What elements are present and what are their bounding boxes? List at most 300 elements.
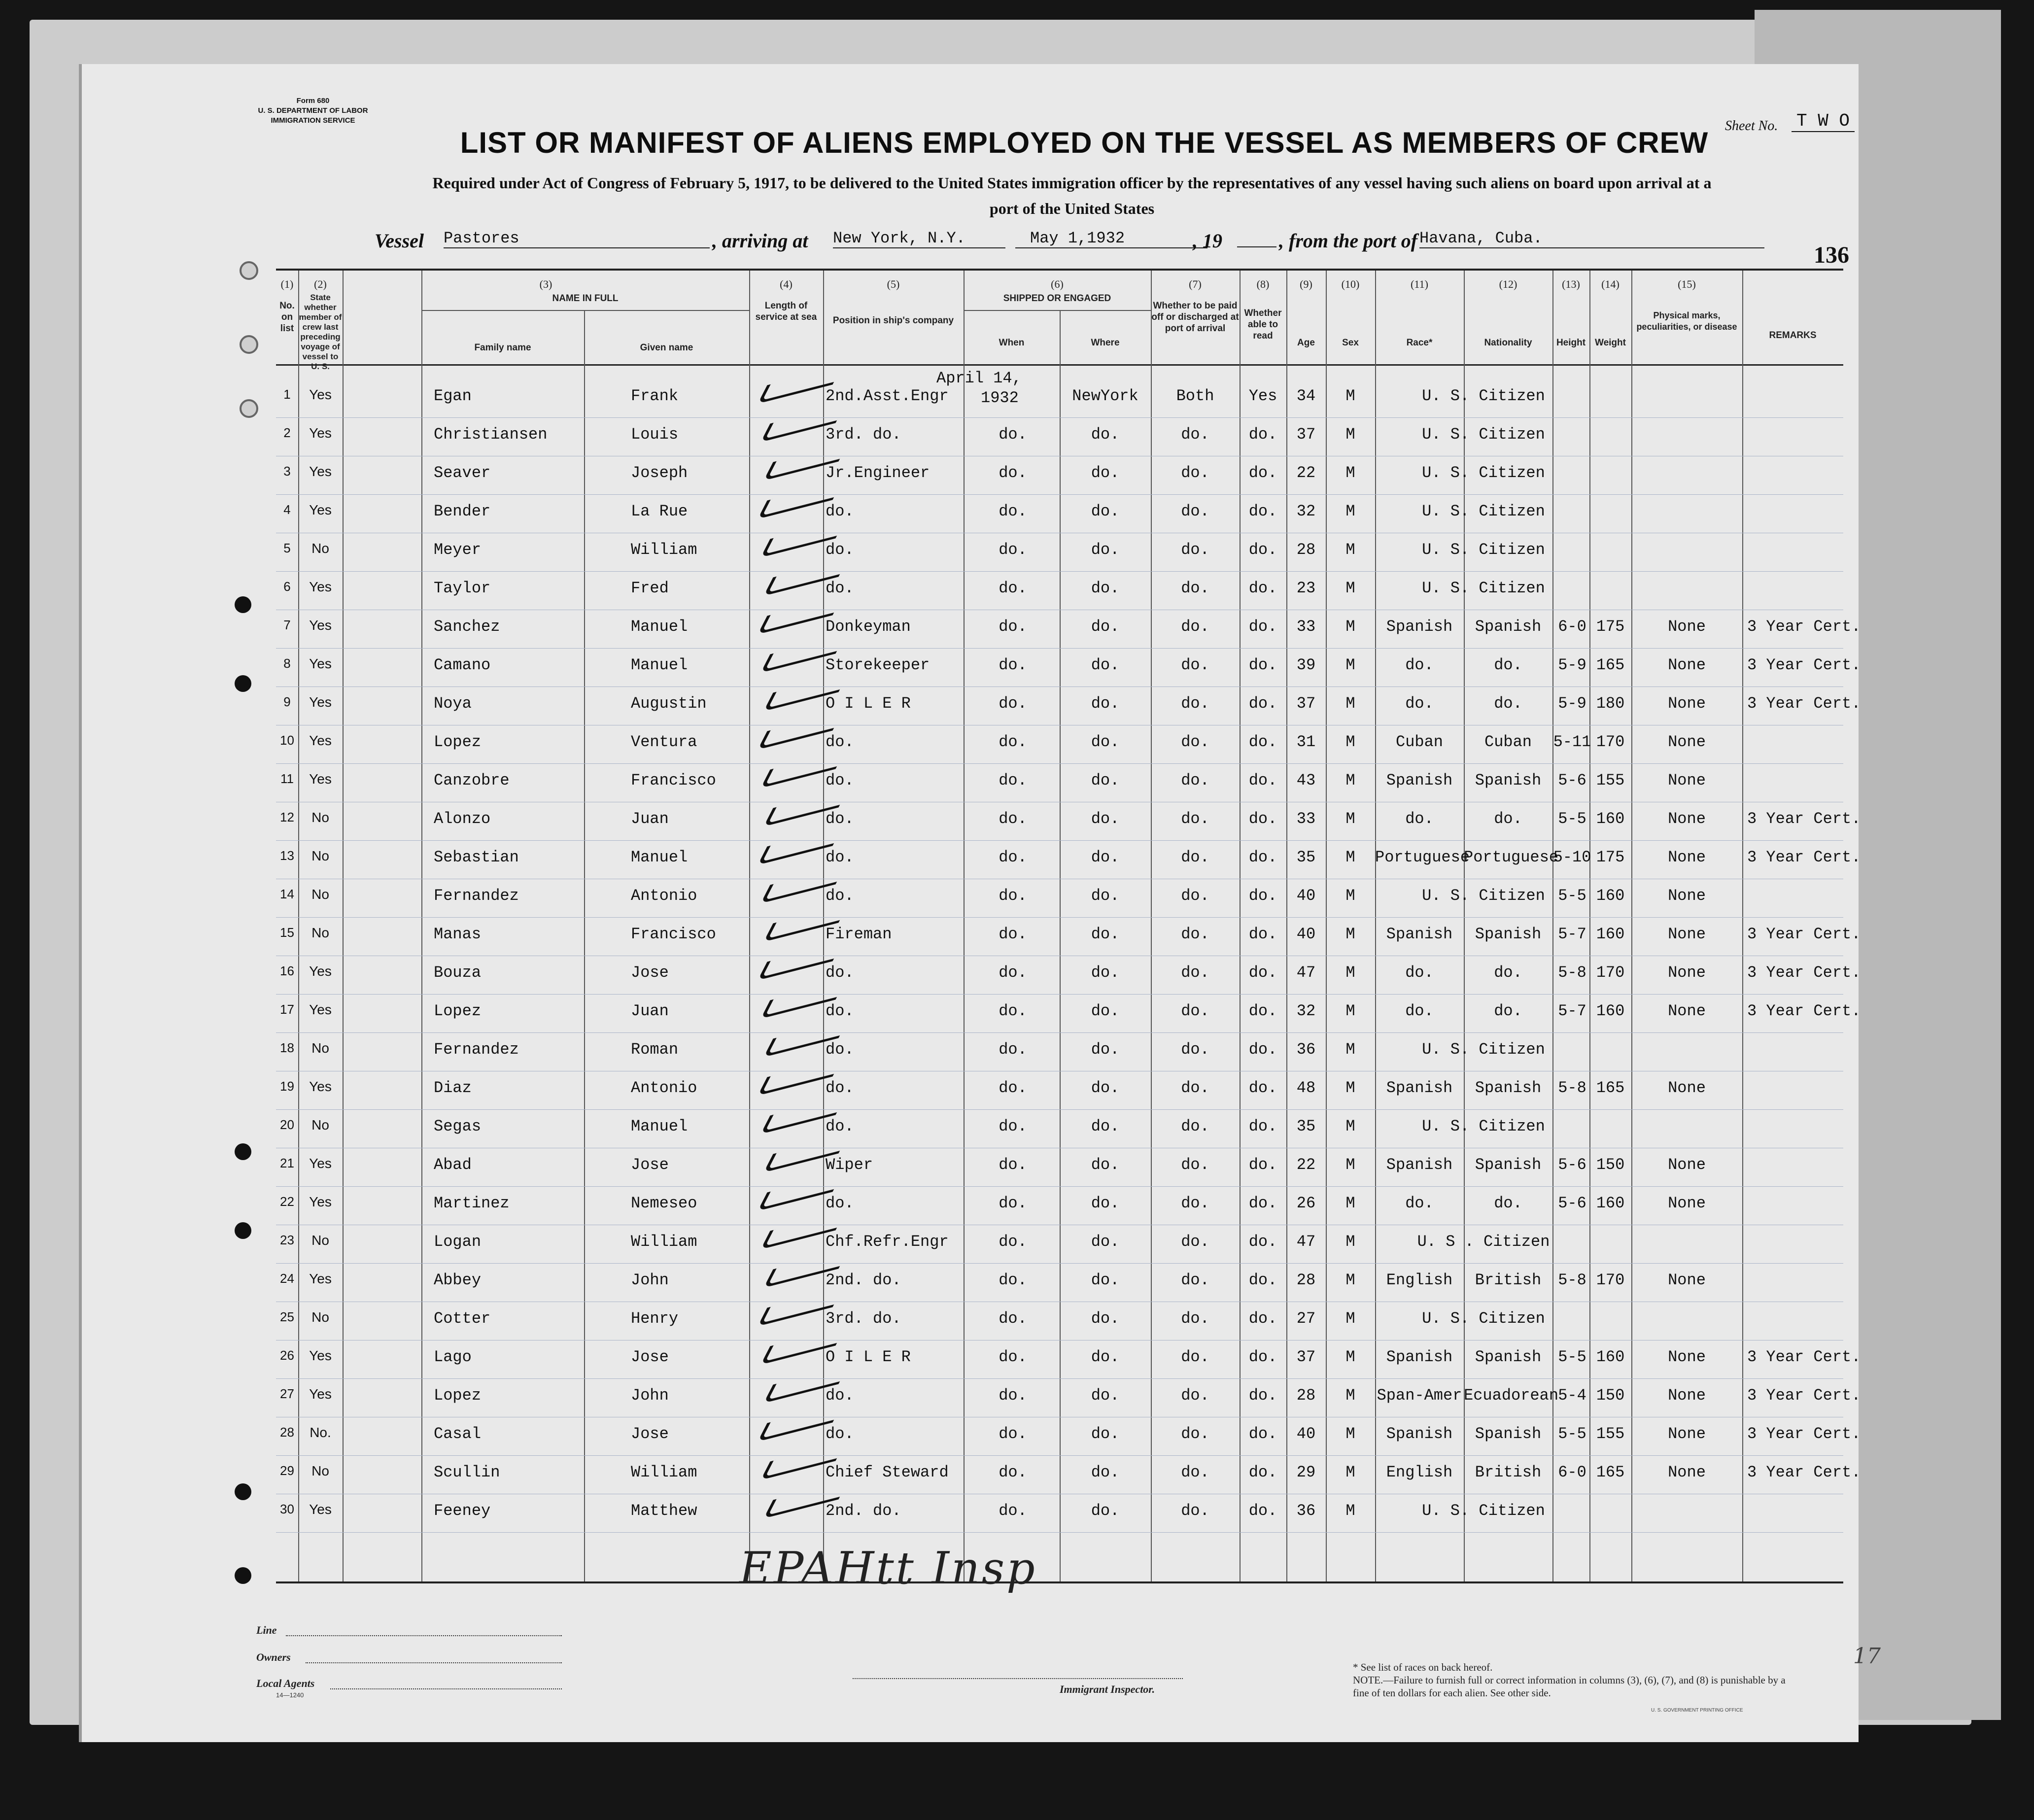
- cell-given: La Rue: [631, 502, 688, 520]
- cell-marks: None: [1668, 848, 1706, 866]
- vessel-label: Vessel: [375, 230, 424, 252]
- col-head-position: Position in ship's company: [832, 315, 954, 326]
- cell-where: do.: [1091, 618, 1120, 636]
- cell-sex: M: [1345, 1194, 1355, 1212]
- cell-prev: Yes: [309, 618, 332, 633]
- cell-read: do.: [1248, 464, 1277, 482]
- cell-read: do.: [1248, 887, 1277, 905]
- cell-remarks: 3 Year Cert.: [1747, 618, 1861, 636]
- binder-hole: [240, 399, 258, 418]
- cell-weight: 150: [1596, 1386, 1625, 1405]
- cell-age: 29: [1296, 1463, 1316, 1481]
- cell-race: Spanish: [1386, 1425, 1453, 1443]
- cell-prev: No: [311, 1117, 329, 1133]
- cell-sex: M: [1345, 618, 1355, 636]
- cell-where: do.: [1091, 579, 1120, 597]
- cell-nat: do.: [1494, 963, 1522, 982]
- cell-weight: 160: [1596, 810, 1625, 828]
- cell-when: do.: [999, 425, 1027, 444]
- cell-read: do.: [1248, 810, 1277, 828]
- cell-age: 48: [1296, 1079, 1316, 1097]
- col-head-race: Race*: [1406, 338, 1433, 348]
- agents-code: 14—1240: [276, 1691, 304, 1699]
- cell-age: 36: [1296, 1040, 1316, 1059]
- cell-family: Egan: [434, 387, 472, 405]
- cell-paid: do.: [1181, 1079, 1209, 1097]
- cell-prev: Yes: [309, 464, 332, 479]
- cell-race: Spanish: [1386, 925, 1453, 943]
- cell-position: do.: [826, 502, 854, 520]
- cell-position: do.: [826, 1079, 854, 1097]
- cell-family: Lopez: [434, 1002, 482, 1020]
- cell-paid: do.: [1181, 1194, 1209, 1212]
- cell-when: do.: [999, 1463, 1027, 1481]
- col-head-name: NAME IN FULL: [552, 293, 619, 304]
- page-number: 136: [1814, 242, 1849, 268]
- col-number: (10): [1341, 278, 1360, 290]
- cell-weight: 150: [1596, 1156, 1625, 1174]
- name-subdivider: [421, 310, 749, 311]
- cell-nat: Spanish: [1475, 925, 1542, 943]
- footnote: [1353, 1661, 1787, 1699]
- cell-sex: M: [1345, 1463, 1355, 1481]
- cell-nat: Spanish: [1475, 1425, 1542, 1443]
- table-row: [276, 1032, 1843, 1071]
- cell-no: 21: [280, 1156, 294, 1170]
- cell-sex: M: [1345, 387, 1355, 405]
- cell-family: Feeney: [434, 1502, 491, 1520]
- cell-nat: U. S. Citizen: [1422, 1309, 1545, 1328]
- cell-read: do.: [1248, 1386, 1277, 1405]
- cell-given: Joseph: [631, 464, 688, 482]
- col-number: (1): [280, 278, 294, 290]
- cell-when: do.: [999, 618, 1027, 636]
- cell-prev: Yes: [309, 694, 332, 710]
- cell-weight: 160: [1596, 1194, 1625, 1212]
- cell-age: 33: [1296, 810, 1316, 828]
- cell-remarks: 3 Year Cert.: [1747, 963, 1861, 982]
- cell-sex: M: [1345, 925, 1355, 943]
- cell-when: do.: [999, 887, 1027, 905]
- cell-height: 5-8: [1558, 1079, 1586, 1097]
- cell-paid: do.: [1181, 1463, 1209, 1481]
- cell-read: do.: [1248, 1079, 1277, 1097]
- cell-given: Ventura: [631, 733, 697, 751]
- cell-where: do.: [1091, 1233, 1120, 1251]
- cell-when: do.: [999, 1233, 1027, 1251]
- cell-prev: No: [311, 1463, 329, 1478]
- cell-when: do.: [999, 579, 1027, 597]
- cell-paid: do.: [1181, 1271, 1209, 1289]
- cell-position: do.: [826, 848, 854, 866]
- cell-age: 34: [1296, 387, 1316, 405]
- cell-family: Christiansen: [434, 425, 548, 444]
- cell-read: do.: [1248, 1194, 1277, 1212]
- cell-when: do.: [999, 848, 1027, 866]
- cell-when: do.: [999, 464, 1027, 482]
- cell-paid: do.: [1181, 579, 1209, 597]
- cell-paid: do.: [1181, 464, 1209, 482]
- cell-marks: None: [1668, 1079, 1706, 1097]
- cell-age: 28: [1296, 1271, 1316, 1289]
- cell-height: 5-6: [1558, 1194, 1586, 1212]
- table-row: [276, 610, 1861, 649]
- col-head-prev-voyage: State whether member of crew last preceding voyage of vessel to U. S.: [299, 293, 342, 371]
- arrival-date: May 1,1932: [1015, 229, 1207, 248]
- cell-where: do.: [1091, 1117, 1120, 1135]
- cell-sex: M: [1345, 733, 1355, 751]
- cell-age: 32: [1296, 502, 1316, 520]
- cell-family: Casal: [434, 1425, 482, 1443]
- table-row: [276, 725, 1843, 764]
- cell-weight: 175: [1596, 848, 1625, 866]
- cell-no: 24: [280, 1271, 294, 1286]
- cell-age: 27: [1296, 1309, 1316, 1328]
- cell-position: 3rd. do.: [826, 425, 901, 444]
- cell-position: do.: [826, 1425, 854, 1443]
- cell-age: 33: [1296, 618, 1316, 636]
- binder-hole: [240, 335, 258, 354]
- cell-prev: Yes: [309, 1348, 332, 1363]
- cell-remarks: 3 Year Cert.: [1747, 1425, 1861, 1443]
- cell-where: do.: [1091, 1386, 1120, 1405]
- cell-position: 3rd. do.: [826, 1309, 901, 1328]
- cell-weight: 165: [1596, 1079, 1625, 1097]
- cell-prev: No: [311, 1309, 329, 1325]
- cell-age: 32: [1296, 1002, 1316, 1020]
- cell-sex: M: [1345, 1271, 1355, 1289]
- table-row: [276, 456, 1843, 495]
- year-blank: [1237, 246, 1276, 247]
- cell-where: do.: [1091, 1002, 1120, 1020]
- table-row: [276, 379, 1843, 418]
- cell-age: 47: [1296, 963, 1316, 982]
- cell-sex: M: [1345, 771, 1355, 790]
- cell-no: 9: [283, 694, 291, 709]
- cell-family: Abad: [434, 1156, 472, 1174]
- cell-nat: British: [1475, 1463, 1542, 1481]
- cell-given: Henry: [631, 1309, 679, 1328]
- cell-paid: do.: [1181, 502, 1209, 520]
- cell-position: Chief Steward: [826, 1463, 949, 1481]
- col-head-given: Given name: [640, 343, 693, 353]
- cell-prev: Yes: [309, 733, 332, 748]
- binder-hole: [235, 1143, 251, 1160]
- cell-marks: None: [1668, 1348, 1706, 1366]
- table-row: [276, 417, 1843, 456]
- cell-where: do.: [1091, 887, 1120, 905]
- cell-given: Frank: [631, 387, 679, 405]
- footnote-races: * See list of races on back hereof.: [1353, 1661, 1493, 1673]
- cell-sex: M: [1345, 810, 1355, 828]
- cell-given: Francisco: [631, 925, 716, 943]
- cell-position: do.: [826, 1002, 854, 1020]
- cell-where: do.: [1091, 1194, 1120, 1212]
- cell-when: do.: [999, 1156, 1027, 1174]
- cell-prev: Yes: [309, 656, 332, 671]
- cell-paid: do.: [1181, 1233, 1209, 1251]
- cell-position: do.: [826, 963, 854, 982]
- cell-where: do.: [1091, 1156, 1120, 1174]
- cell-position: Storekeeper: [826, 656, 930, 674]
- cell-age: 31: [1296, 733, 1316, 751]
- cell-nat: Cuban: [1484, 733, 1532, 751]
- cell-no: 28: [280, 1425, 294, 1440]
- table-row: [276, 1263, 1843, 1302]
- cell-paid: do.: [1181, 694, 1209, 713]
- cell-given: Nemeseo: [631, 1194, 697, 1212]
- cell-weight: 160: [1596, 887, 1625, 905]
- cell-remarks: 3 Year Cert.: [1747, 1002, 1861, 1020]
- cell-prev: Yes: [309, 1386, 332, 1402]
- cell-position: do.: [826, 1194, 854, 1212]
- cell-age: 35: [1296, 848, 1316, 866]
- cell-when: do.: [999, 963, 1027, 982]
- cell-no: 19: [280, 1079, 294, 1094]
- cell-nat: U. S. Citizen: [1422, 464, 1545, 482]
- cell-remarks: 3 Year Cert.: [1747, 848, 1861, 866]
- cell-prev: Yes: [309, 1079, 332, 1094]
- cell-family: Martinez: [434, 1194, 510, 1212]
- cell-family: Abbey: [434, 1271, 482, 1289]
- cell-remarks: 3 Year Cert.: [1747, 694, 1861, 713]
- cell-where: do.: [1091, 771, 1120, 790]
- arriving-label: , arriving at: [712, 230, 808, 252]
- cell-nat: U. S. Citizen: [1422, 387, 1545, 405]
- crew-rows: [276, 364, 1861, 1577]
- cell-where: do.: [1091, 425, 1120, 444]
- cell-family: Noya: [434, 694, 472, 713]
- cell-marks: None: [1668, 656, 1706, 674]
- cell-no: 29: [280, 1463, 294, 1478]
- table-row: [276, 533, 1843, 572]
- cell-nat: Spanish: [1475, 1348, 1542, 1366]
- cell-marks: None: [1668, 963, 1706, 982]
- cell-paid: do.: [1181, 1309, 1209, 1328]
- cell-marks: None: [1668, 1463, 1706, 1481]
- cell-position: 2nd.Asst.Engr: [826, 387, 949, 405]
- cell-race: Spanish: [1386, 1156, 1453, 1174]
- cell-no: 26: [280, 1348, 294, 1363]
- shipped-subdivider: [964, 310, 1151, 311]
- cell-age: 37: [1296, 694, 1316, 713]
- binder-hole: [235, 1567, 251, 1584]
- cell-paid: do.: [1181, 1348, 1209, 1366]
- cell-height: 6-0: [1558, 618, 1586, 636]
- cell-weight: 170: [1596, 963, 1625, 982]
- cell-position: do.: [826, 541, 854, 559]
- line-label: Line: [256, 1624, 277, 1636]
- cell-family: Fernandez: [434, 1040, 519, 1059]
- cell-read: do.: [1248, 694, 1277, 713]
- cell-marks: None: [1668, 887, 1706, 905]
- row1-when-bottom: 1932: [981, 389, 1019, 407]
- cell-where: do.: [1091, 1425, 1120, 1443]
- cell-marks: None: [1668, 694, 1706, 713]
- col-head-age: Age: [1297, 338, 1315, 348]
- cell-marks: None: [1668, 1425, 1706, 1443]
- departure-port: Havana, Cuba.: [1419, 229, 1764, 248]
- cell-family: Bender: [434, 502, 491, 520]
- cell-family: Canzobre: [434, 771, 510, 790]
- cell-given: John: [631, 1271, 669, 1289]
- cell-read: do.: [1248, 656, 1277, 674]
- cell-when: do.: [999, 1194, 1027, 1212]
- cell-when: do.: [999, 1348, 1027, 1366]
- cell-height: 5-7: [1558, 1002, 1586, 1020]
- table-row: [276, 1225, 1843, 1264]
- cell-height: 5-6: [1558, 771, 1586, 790]
- col-number: (7): [1189, 278, 1202, 290]
- cell-nat: do.: [1494, 1194, 1522, 1212]
- cell-when: do.: [999, 925, 1027, 943]
- cell-no: 11: [280, 771, 294, 786]
- cell-height: 5-9: [1558, 694, 1586, 713]
- cell-height: 5-8: [1558, 963, 1586, 982]
- cell-family: Manas: [434, 925, 482, 943]
- cell-no: 16: [280, 963, 294, 978]
- cell-sex: M: [1345, 1040, 1355, 1059]
- cell-given: William: [631, 1233, 697, 1251]
- cell-sex: M: [1345, 656, 1355, 674]
- table-row: [276, 1186, 1843, 1225]
- form-department: U. S. DEPARTMENT OF LABOR: [258, 106, 368, 115]
- cell-sex: M: [1345, 502, 1355, 520]
- cell-remarks: 3 Year Cert.: [1747, 656, 1861, 674]
- cell-nat: do.: [1494, 1002, 1522, 1020]
- cell-family: Lopez: [434, 733, 482, 751]
- cell-prev: No: [311, 1233, 329, 1248]
- cell-age: 37: [1296, 425, 1316, 444]
- col-number: (8): [1256, 278, 1270, 290]
- cell-height: 5-7: [1558, 925, 1586, 943]
- cell-remarks: 3 Year Cert.: [1747, 1348, 1861, 1366]
- cell-where: do.: [1091, 733, 1120, 751]
- cell-where: do.: [1091, 848, 1120, 866]
- col-head-service: Length of service at sea: [755, 301, 817, 322]
- table-row: [276, 1071, 1843, 1110]
- cell-nat: Spanish: [1475, 1079, 1542, 1097]
- footnote-penalty: NOTE.—Failure to furnish full or correct information in columns (3), (6), (7), and (8) is punishable by a fine of ten dollars for each alien. See other side.: [1353, 1674, 1786, 1699]
- cell-given: Roman: [631, 1040, 679, 1059]
- printer-imprint: U. S. GOVERNMENT PRINTING OFFICE: [1651, 1708, 1743, 1713]
- col-number: (12): [1499, 278, 1517, 290]
- cell-when: do.: [999, 1079, 1027, 1097]
- cell-age: 28: [1296, 1386, 1316, 1405]
- cell-no: 30: [280, 1502, 294, 1516]
- form-number: Form 680: [296, 97, 330, 105]
- year-label: , 19: [1193, 230, 1222, 252]
- cell-nat: do.: [1494, 656, 1522, 674]
- cell-position: 2nd. do.: [826, 1271, 901, 1289]
- cell-nat: U. S. Citizen: [1422, 1040, 1545, 1059]
- cell-where: do.: [1091, 1271, 1120, 1289]
- cell-position: do.: [826, 810, 854, 828]
- cell-sex: M: [1345, 1309, 1355, 1328]
- cell-race: Spanish: [1386, 618, 1453, 636]
- cell-nat: Spanish: [1475, 618, 1542, 636]
- cell-read: do.: [1248, 1002, 1277, 1020]
- cell-nat: U. S. Citizen: [1422, 425, 1545, 444]
- cell-paid: do.: [1181, 1002, 1209, 1020]
- cell-family: Sanchez: [434, 618, 500, 636]
- cell-family: Lago: [434, 1348, 472, 1366]
- col-number: (5): [887, 278, 900, 290]
- cell-nat: U. S. Citizen: [1422, 541, 1545, 559]
- cell-when: do.: [999, 810, 1027, 828]
- cell-remarks: 3 Year Cert.: [1747, 1386, 1861, 1405]
- cell-prev: Yes: [309, 1194, 332, 1209]
- cell-read: do.: [1248, 1463, 1277, 1481]
- cell-position: do.: [826, 1117, 854, 1135]
- cell-sex: M: [1345, 1425, 1355, 1443]
- cell-where: do.: [1091, 963, 1120, 982]
- cell-marks: None: [1668, 1271, 1706, 1289]
- col-number: (6): [1051, 278, 1064, 290]
- cell-race: Span-Amer: [1377, 1386, 1462, 1405]
- cell-sex: M: [1345, 464, 1355, 482]
- form-identifier: [207, 96, 419, 126]
- cell-family: Fernandez: [434, 887, 519, 905]
- cell-position: Donkeyman: [826, 618, 911, 636]
- cell-position: do.: [826, 579, 854, 597]
- cell-marks: None: [1668, 618, 1706, 636]
- cell-marks: None: [1668, 810, 1706, 828]
- cell-remarks: 3 Year Cert.: [1747, 810, 1861, 828]
- cell-weight: 170: [1596, 733, 1625, 751]
- cell-sex: M: [1345, 887, 1355, 905]
- subtitle-line-2: port of the United States: [989, 200, 1155, 217]
- cell-read: do.: [1248, 618, 1277, 636]
- cell-height: 5-5: [1558, 1348, 1586, 1366]
- cell-given: Jose: [631, 1348, 669, 1366]
- cell-sex: M: [1345, 1502, 1355, 1520]
- cell-position: Wiper: [826, 1156, 873, 1174]
- table-row: [276, 994, 1861, 1033]
- cell-nat: Ecuadorean: [1464, 1386, 1559, 1405]
- cell-paid: do.: [1181, 618, 1209, 636]
- cell-no: 3: [283, 464, 291, 479]
- cell-paid: do.: [1181, 1040, 1209, 1059]
- col-number: (2): [314, 278, 327, 290]
- cell-family: Logan: [434, 1233, 482, 1251]
- cell-marks: None: [1668, 925, 1706, 943]
- binder-hole: [235, 1222, 251, 1239]
- cell-position: 2nd. do.: [826, 1502, 901, 1520]
- cell-race: do.: [1405, 694, 1434, 713]
- cell-read: do.: [1248, 771, 1277, 790]
- cell-no: 12: [280, 810, 294, 824]
- cell-prev: No: [311, 887, 329, 902]
- col-number: (15): [1678, 278, 1696, 290]
- cell-when: do.: [999, 656, 1027, 674]
- cell-given: Francisco: [631, 771, 716, 790]
- cell-no: 6: [283, 579, 291, 594]
- col-head-when: When: [999, 338, 1025, 348]
- col-head-family: Family name: [474, 343, 531, 353]
- cell-race: do.: [1405, 1194, 1434, 1212]
- cell-prev: Yes: [309, 425, 332, 441]
- cell-weight: 165: [1596, 1463, 1625, 1481]
- cell-no: 13: [280, 848, 294, 863]
- cell-prev: Yes: [309, 502, 332, 517]
- cell-sex: M: [1345, 1386, 1355, 1405]
- cell-height: 5-4: [1558, 1386, 1586, 1405]
- cell-prev: Yes: [309, 771, 332, 787]
- cell-weight: 160: [1596, 1348, 1625, 1366]
- cell-where: do.: [1091, 1502, 1120, 1520]
- cell-prev: No: [311, 810, 329, 825]
